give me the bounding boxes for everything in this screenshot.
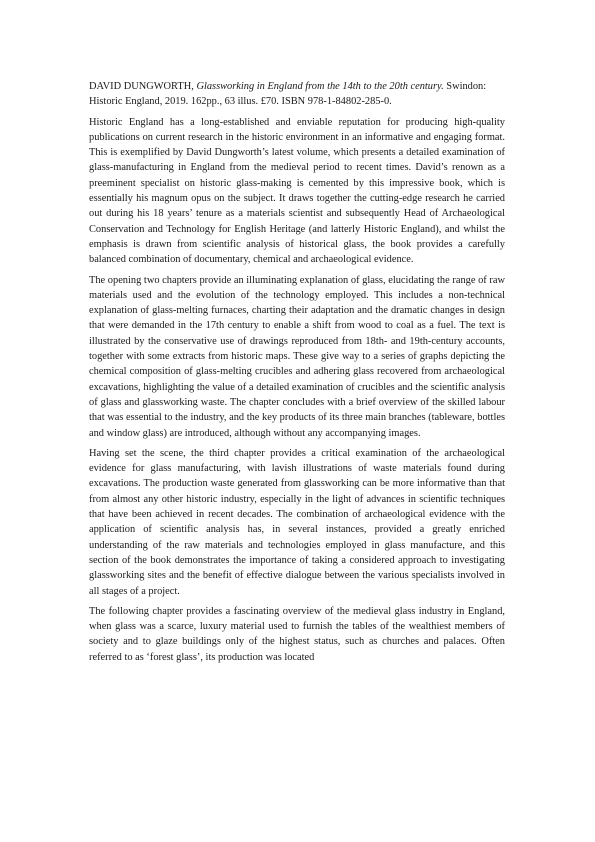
review-paragraph-2: The opening two chapters provide an illuminating explanation of glass, elucidating the range of raw materials used and the evolution of the technology employed. This includes a non-technical explanation of glass-melting furnaces, charting their adaptation and the dramatic changes in design that were demanded in the 17th century to enable a shift from wood to coal as a fuel. The text is illustrated by the conservative use of drawings reproduced from 18th- and 19th-century accounts, together with some extracts from historic maps. These give way to a series of graphs depicting the chemical composition of glass-melting crucibles and adhering glass recovered from archaeological excavations, highlighting the value of a detailed examination of crucibles and the scientific analysis of glass and glassworking waste. The chapter concludes with a brief overview of the skilled labour that was essential to the industry, and the key products of its three main branches (tableware, bottles and window glass) are introduced, although without any accompanying images. [89, 274, 505, 439]
review-paragraph-1: Historic England has a long-established and enviable reputation for producing high-quality publications on current research in the historic environment in an informative and engaging format. This is exemplified by David Dungworth’s latest volume, which presents a detailed examination of glass-manufacturing in England from the medieval period to recent times. David’s renown as a preeminent specialist on historic glass-making is cemented by this impressive book, which is essentially his magnum opus on the subject. It draws together the cutting-edge research he carried out during his 18 years’ tenure as a materials scientist and subsequently Head of Archaeological Conservation and Technology for English Heritage (and latterly Historic England), and whilst the emphasis is drawn from scientific analysis of historical glass, the book provides a carefully balanced combination of documentary, chemical and archaeological evidence. [89, 116, 505, 266]
book-author: DAVID DUNGWORTH, [89, 81, 194, 92]
book-review-page [89, 79, 505, 670]
book-title: Glassworking in England from the 14th to the 20th century. [196, 81, 444, 92]
review-citation [89, 79, 505, 110]
book-publication-details: Swindon: Historic England, 2019. 162pp., 63 illus. £70. ISBN 978-1-84802-285-0. [89, 81, 487, 108]
review-paragraph-3: Having set the scene, the third chapter provides a critical examination of the archaeological evidence for glass manufacturing, with lavish illustrations of waste materials found during excavations. The production waste generated from glassworking can be more informative than that from almost any other historic industry, especially in the light of advances in scientific techniques that have been achieved in recent decades. The combination of archaeological evidence with the application of scientific analysis has, in several instances, provided a greatly enriched understanding of the raw materials and technologies employed in glass manufacture, and this section of the book demonstrates the importance of taking a considered approach to investigating glassworking sites and the benefit of effective dialogue between the various specialists involved in all stages of a project. [89, 447, 505, 597]
review-paragraph-4: The following chapter provides a fascinating overview of the medieval glass industry in England, when glass was a scarce, luxury material used to furnish the tables of the wealthiest members of society and to glaze buildings only of the highest status, such as churches and palaces. Often referred to as ‘forest glass’, its production was located [89, 605, 505, 663]
